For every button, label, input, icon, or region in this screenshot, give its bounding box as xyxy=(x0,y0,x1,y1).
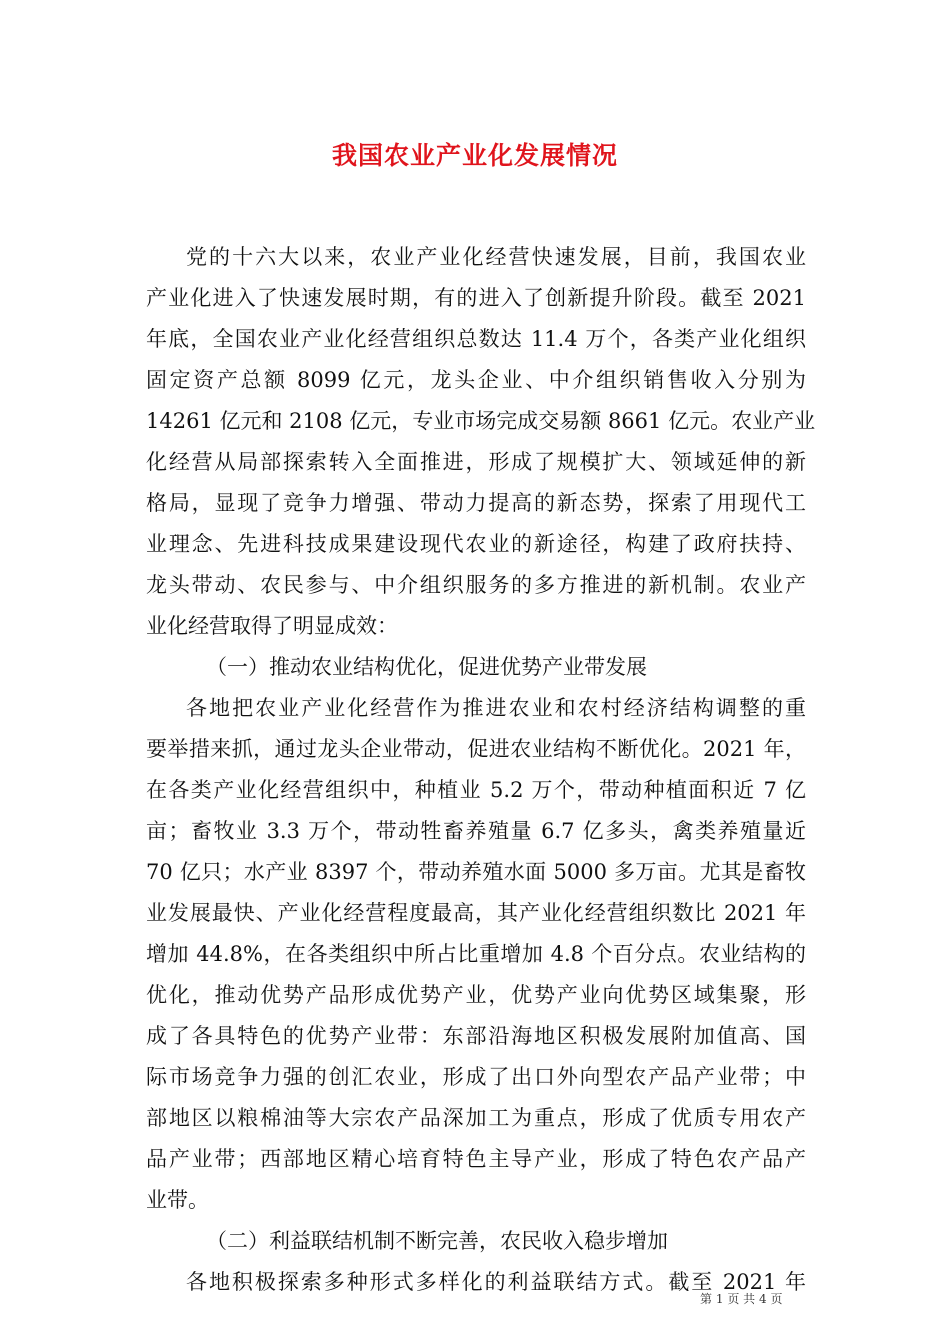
paragraph-line: 部地区以粮棉油等大宗农产品深加工为重点，形成了优质专用农产 xyxy=(146,1106,806,1130)
paragraph-line: 各地把农业产业化经营作为推进农业和农村经济结构调整的重 xyxy=(186,696,806,720)
paragraph-line: 亩；畜牧业 3.3 万个，带动牲畜养殖量 6.7 亿多头，禽类养殖量近 xyxy=(146,819,806,843)
paragraph-line: 品产业带；西部地区精心培育特色主导产业，形成了特色农产品产 xyxy=(146,1147,806,1171)
footer-suffix: 页 xyxy=(770,1292,783,1306)
current-page-number: 1 xyxy=(715,1292,724,1306)
paragraph-line: 际市场竞争力强的创汇农业，形成了出口外向型农产品产业带；中 xyxy=(146,1065,806,1089)
section-heading: （二）利益联结机制不断完善，农民收入稳步增加 xyxy=(206,1229,668,1253)
footer-middle: 页 共 xyxy=(727,1292,756,1306)
paragraph-line: 各地积极探索多种形式多样化的利益联结方式。截至 2021 年 xyxy=(186,1270,806,1294)
paragraph-line: 党的十六大以来，农业产业化经营快速发展，目前，我国农业 xyxy=(186,245,806,269)
footer-prefix: 第 xyxy=(700,1292,713,1306)
paragraph-line: 产业化进入了快速发展时期，有的进入了创新提升阶段。截至 2021 xyxy=(146,286,806,310)
section-heading: （一）推动农业结构优化，促进优势产业带发展 xyxy=(206,655,647,679)
paragraph-line: 增加 44.8%，在各类组织中所占比重增加 4.8 个百分点。农业结构的 xyxy=(146,942,806,966)
page-title: 我国农业产业化发展情况 xyxy=(331,141,618,170)
paragraph-line: 成了各具特色的优势产业带：东部沿海地区积极发展附加值高、国 xyxy=(146,1024,806,1048)
total-pages-number: 4 xyxy=(758,1292,767,1306)
paragraph-line: 优化，推动优势产品形成优势产业，优势产业向优势区域集聚，形 xyxy=(146,983,806,1007)
paragraph-line: 化经营从局部探索转入全面推进，形成了规模扩大、领域延伸的新 xyxy=(146,450,806,474)
paragraph-line: 固定资产总额 8099 亿元，龙头企业、中介组织销售收入分别为 xyxy=(146,368,806,392)
paragraph-line: 要举措来抓，通过龙头企业带动，促进农业结构不断优化。2021 年， xyxy=(146,737,806,761)
paragraph-line: 在各类产业化经营组织中，种植业 5.2 万个，带动种植面积近 7 亿 xyxy=(146,778,806,802)
paragraph-line: 格局，显现了竞争力增强、带动力提高的新态势，探索了用现代工 xyxy=(146,491,806,515)
page-footer xyxy=(700,1290,820,1307)
paragraph-line: 业理念、先进科技成果建设现代农业的新途径，构建了政府扶持、 xyxy=(146,532,806,556)
paragraph-line: 14261 亿元和 2108 亿元，专业市场完成交易额 8661 亿元。农业产业 xyxy=(146,409,816,433)
paragraph-line: 业发展最快、产业化经营程度最高，其产业化经营组织数比 2021 年 xyxy=(146,901,806,925)
paragraph-line: 业化经营取得了明显成效： xyxy=(146,614,398,638)
paragraph-line: 业带。 xyxy=(146,1188,209,1212)
paragraph-line: 龙头带动、农民参与、中介组织服务的多方推进的新机制。农业产 xyxy=(146,573,806,597)
paragraph-line: 年底，全国农业产业化经营组织总数达 11.4 万个，各类产业化组织 xyxy=(146,327,806,351)
paragraph-line: 70 亿只；水产业 8397 个，带动养殖水面 5000 多万亩。尤其是畜牧 xyxy=(146,860,806,884)
